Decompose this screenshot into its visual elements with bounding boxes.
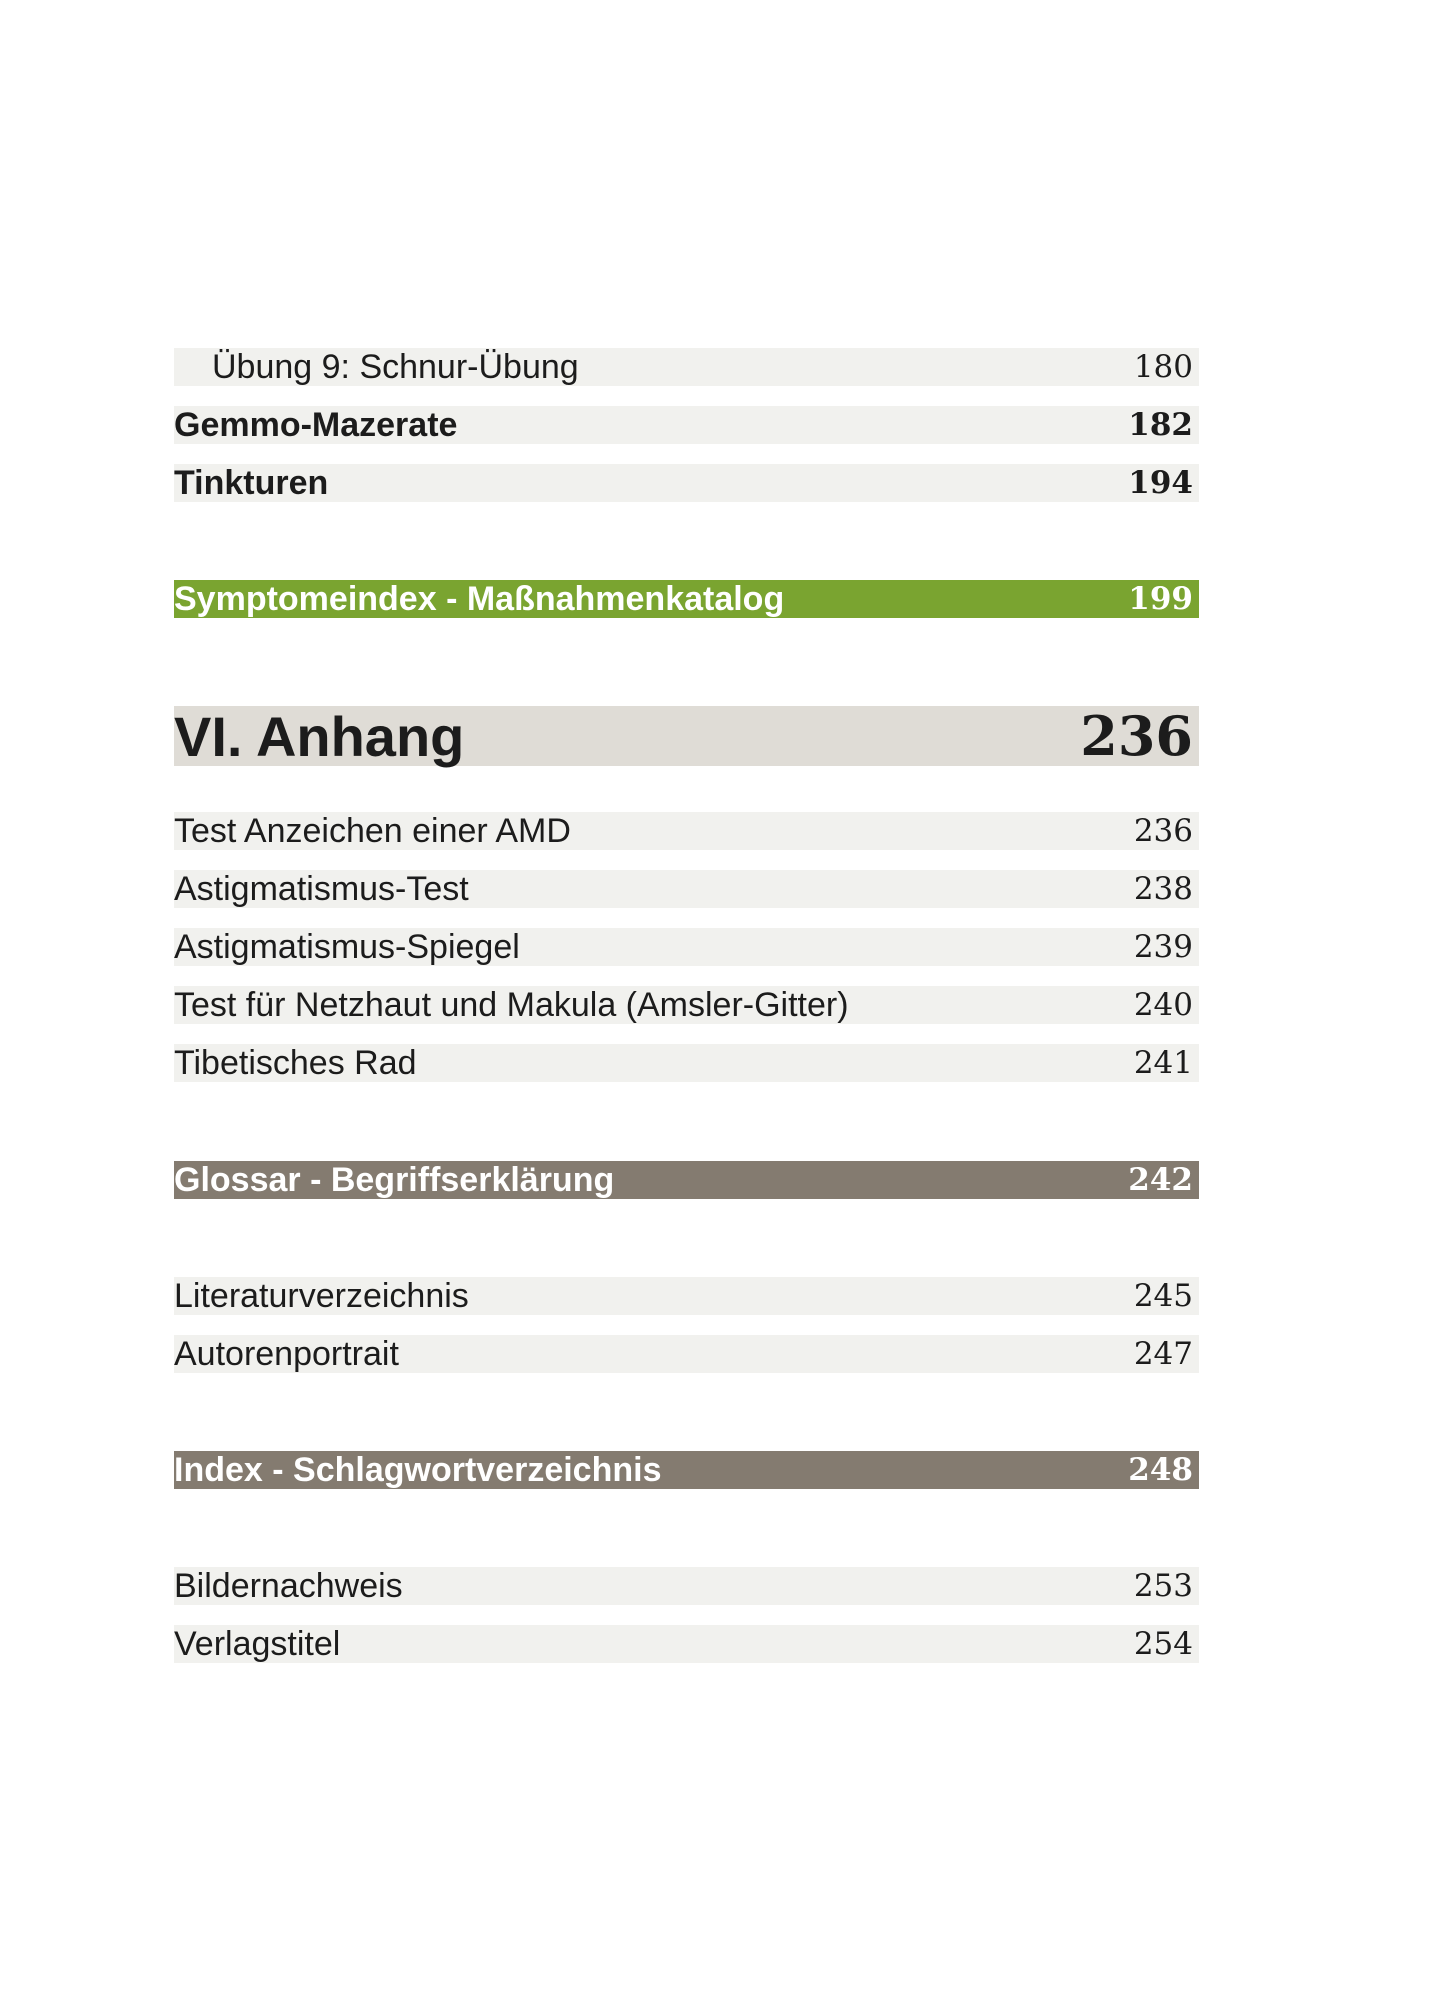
toc-entry-page: 254 [1133,1626,1193,1662]
toc-entry-label: Literaturverzeichnis [174,1276,469,1315]
toc-entry-index[interactable] [174,1451,1199,1489]
toc-entry-label: Astigmatismus-Test [174,869,469,908]
toc-entry-verlagstitel[interactable] [174,1625,1199,1663]
toc-entry-astigmatismus-spiegel[interactable] [174,928,1199,966]
toc-entry-page: 194 [1128,465,1193,501]
toc-entry-amsler-gitter[interactable] [174,986,1199,1024]
toc-entry-label: Bildernachweis [174,1566,403,1605]
toc-entry-page: 248 [1128,1452,1193,1488]
toc-entry-literaturverzeichnis[interactable] [174,1277,1199,1315]
toc-entry-label: Übung 9: Schnur-Übung [212,347,579,386]
toc-entry-page: 240 [1133,987,1193,1023]
toc-entry-autorenportrait[interactable] [174,1335,1199,1373]
toc-entry-page: 239 [1133,929,1193,965]
toc-entry-label: Verlagstitel [174,1624,341,1663]
toc-entry-page: 253 [1133,1568,1193,1604]
toc-entry-label: Autorenportrait [174,1334,399,1373]
toc-entry-uebung-9[interactable] [174,348,1199,386]
toc-entry-label: Gemmo-Mazerate [174,405,458,444]
toc-entry-label: Symptomeindex - Maßnahmenkatalog [174,579,785,618]
toc-entry-label: Index - Schlagwortverzeichnis [174,1450,662,1489]
toc-entry-label: Tinkturen [174,463,329,502]
toc-entry-page: 238 [1133,871,1193,907]
toc-entry-bildernachweis[interactable] [174,1567,1199,1605]
toc-section-anhang[interactable] [174,706,1199,766]
toc-entry-page: 182 [1128,407,1193,443]
toc-entry-page: 180 [1133,349,1193,385]
toc-entry-label: Test Anzeichen einer AMD [174,811,571,850]
toc-entry-page: 241 [1133,1045,1193,1081]
toc-entry-astigmatismus-test[interactable] [174,870,1199,908]
toc-section-title: VI. Anhang [174,704,465,768]
toc-entry-page: 199 [1128,581,1193,617]
toc-entry-page: 247 [1133,1336,1193,1372]
toc-entry-tinkturen[interactable] [174,464,1199,502]
toc-entry-amd-test[interactable] [174,812,1199,850]
toc-entry-label: Test für Netzhaut und Makula (Amsler-Gitter) [174,985,849,1024]
toc-entry-label: Tibetisches Rad [174,1043,417,1082]
toc-entry-page: 236 [1133,813,1193,849]
toc-entry-gemmo-mazerate[interactable] [174,406,1199,444]
toc-entry-symptomeindex[interactable] [174,580,1199,618]
toc-entry-label: Astigmatismus-Spiegel [174,927,520,966]
toc-section-page: 236 [1080,704,1193,768]
toc-entry-page: 242 [1128,1162,1193,1198]
toc-entry-page: 245 [1133,1278,1193,1314]
toc-entry-glossar[interactable] [174,1161,1199,1199]
toc-entry-label: Glossar - Begriffserklärung [174,1160,615,1199]
toc-entry-tibetisches-rad[interactable] [174,1044,1199,1082]
